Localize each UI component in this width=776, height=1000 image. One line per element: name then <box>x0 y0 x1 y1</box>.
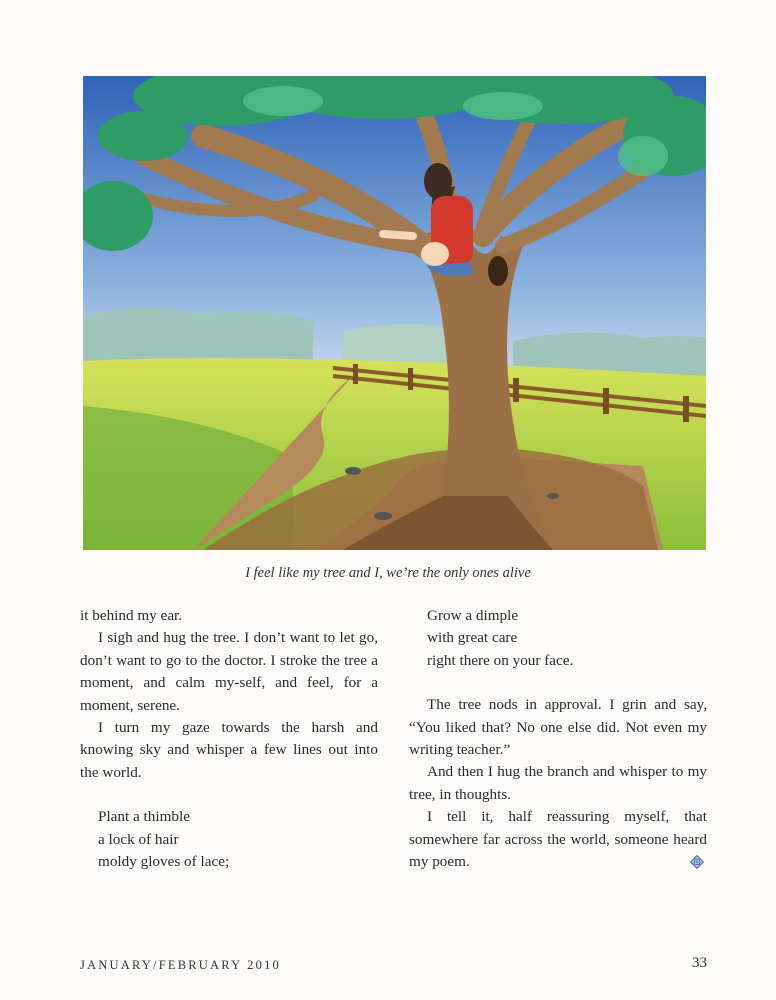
poem-line: with great care <box>427 629 518 647</box>
poem-line: Grow a dimple <box>427 607 519 624</box>
page-number: 33 <box>692 955 707 971</box>
paragraph: I sigh and hug the tree. I don’t want to let go, don’t want to go to the doctor. I stroke the tree a moment, and calm my-self, and feel, for a moment, serene. <box>80 629 378 714</box>
issue-date: JANUARY/FEBRUARY 2010 <box>80 958 281 972</box>
paragraph: it behind my ear. <box>80 607 183 624</box>
poem-line: right there on your face. <box>427 651 574 669</box>
poem-line: a lock of hair <box>98 830 179 848</box>
poem-line: Plant a thimble <box>98 808 190 826</box>
paragraph: And then I hug the branch and whisper to my tree, in thoughts. <box>409 763 707 803</box>
illustration-caption: I feel like my tree and I, we’re the only ones alive <box>245 565 531 581</box>
poem-stanza <box>409 605 707 672</box>
paragraph: The tree nods in approval. I grin and say, “You liked that? No one else did. Not even my writing teacher.” <box>409 696 707 759</box>
poem-line: moldy gloves of lace; <box>98 853 230 871</box>
paragraph: I turn my gaze towards the harsh and knowing sky and whisper a few lines out into the world. <box>80 719 378 781</box>
paragraph: I tell it, half reassuring myself, that somewhere far across the world, someone heard my poem. <box>409 808 707 871</box>
left-column <box>80 605 378 873</box>
right-column <box>409 605 707 873</box>
tree-illustration <box>83 76 706 550</box>
end-of-story-diamond-icon <box>690 855 704 869</box>
poem-stanza <box>80 806 378 873</box>
